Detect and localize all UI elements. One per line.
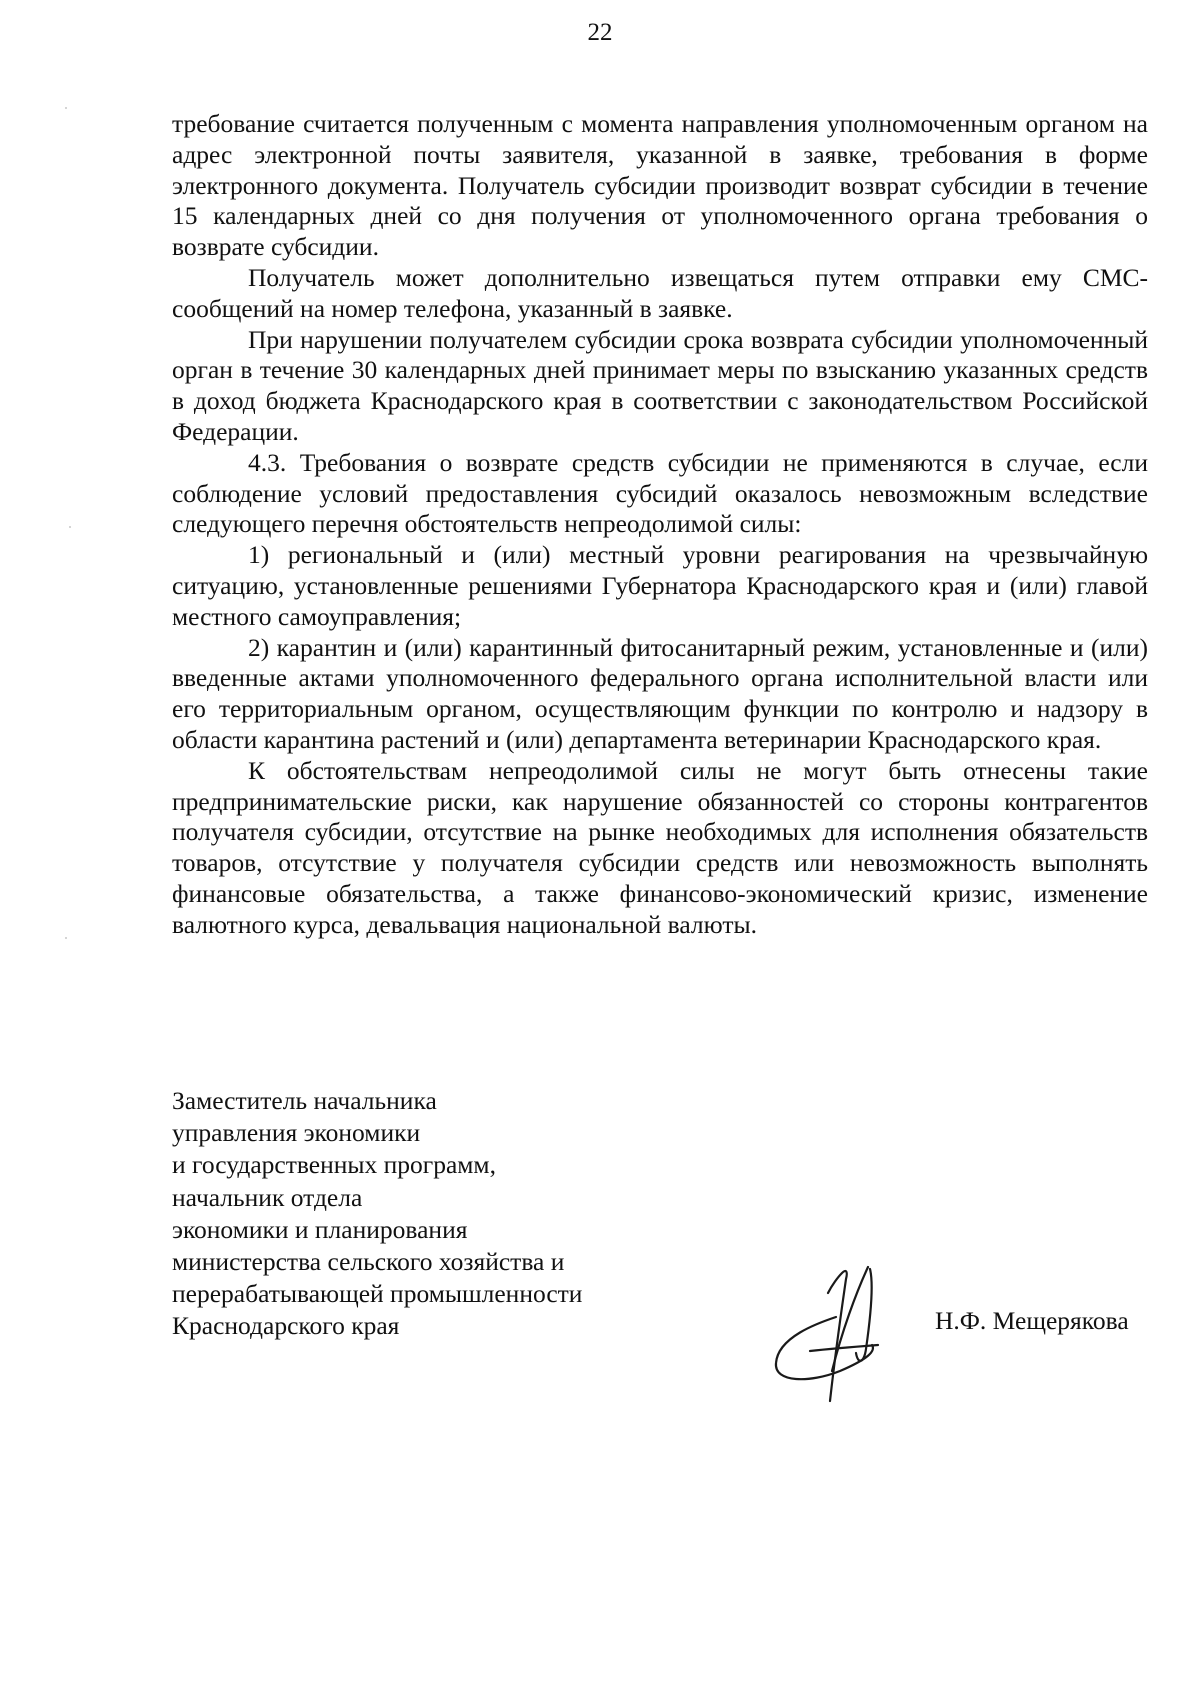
handwritten-signature <box>770 1255 930 1405</box>
list-item-quarantine: 2) карантин и (или) карантинный фитосанитарный режим, установленные и (или) введенные актами уполномоченного федерального органа исполнительной власти или его территориальным органом, осуществляющим функции по контролю и надзору в области карантина растений и (или) департамента ветеринарии Краснодарского края. <box>172 632 1148 754</box>
page-number: 22 <box>587 19 613 46</box>
position-line: управления экономики <box>172 1118 421 1148</box>
position-line: и государственных программ, <box>172 1150 496 1180</box>
paragraph-excluded-risks: К обстоятельствам непреодолимой силы не могут быть отнесены такие предпринимательские риски, как нарушение обязанностей со стороны контрагентов получателя субсидии, отсутствие на рынке необходимых для исполнения обязательств товаров, отсутствие у получателя субсидии средств или невозможность выполнять финансовые обязательства, а также финансово-экономический кризис, изменение валютного курса, девальвация национальной валюты. <box>172 755 1148 939</box>
scan-margin-specks <box>0 0 80 1696</box>
list-item-emergency-response: 1) региональный и (или) местный уровни реагирования на чрезвычайную ситуацию, установленные решениями Губернатора Краснодарского края и (или) главой местного самоуправления; <box>172 540 1148 631</box>
paragraph-recovery-measures: При нарушении получателем субсидии срока возврата субсидии уполномоченный орган в течение 30 календарных дней принимает меры по взысканию указанных средств в доход бюджета Краснодарского края в соответствии с законодательством Российской Федерации. <box>172 324 1148 446</box>
signer-name: Н.Ф. Мещерякова <box>935 1306 1129 1335</box>
position-line: министерства сельского хозяйства и <box>172 1247 565 1277</box>
position-line: экономики и планирования <box>172 1214 468 1244</box>
paragraph-sms-notice: Получатель может дополнительно извещаться путем отправки ему СМС-сообщений на номер телефона, указанный в заявке. <box>172 262 1148 323</box>
document-body <box>172 109 1148 941</box>
position-line: начальник отдела <box>172 1182 363 1212</box>
position-line: Краснодарского края <box>172 1311 400 1341</box>
position-line: перерабатывающей промышленности <box>172 1279 583 1309</box>
signatory-position <box>172 1085 692 1343</box>
paragraph-return-requirement: требование считается полученным с момента направления уполномоченным органом на адрес электронной почты заявителя, указанной в заявке, требования в форме электронного документа. Получатель субсидии производит возврат субсидии в течение 15 календарных дней со дня получения от уполномоченного органа требования о возврате субсидии. <box>172 109 1148 262</box>
position-line: Заместитель начальника <box>172 1086 437 1115</box>
paragraph-force-majeure-intro: 4.3. Требования о возврате средств субсидии не применяются в случае, если соблюдение условий предоставления субсидий оказалось невозможным вследствие следующего перечня обстоятельств непреодолимой силы: <box>172 447 1148 539</box>
